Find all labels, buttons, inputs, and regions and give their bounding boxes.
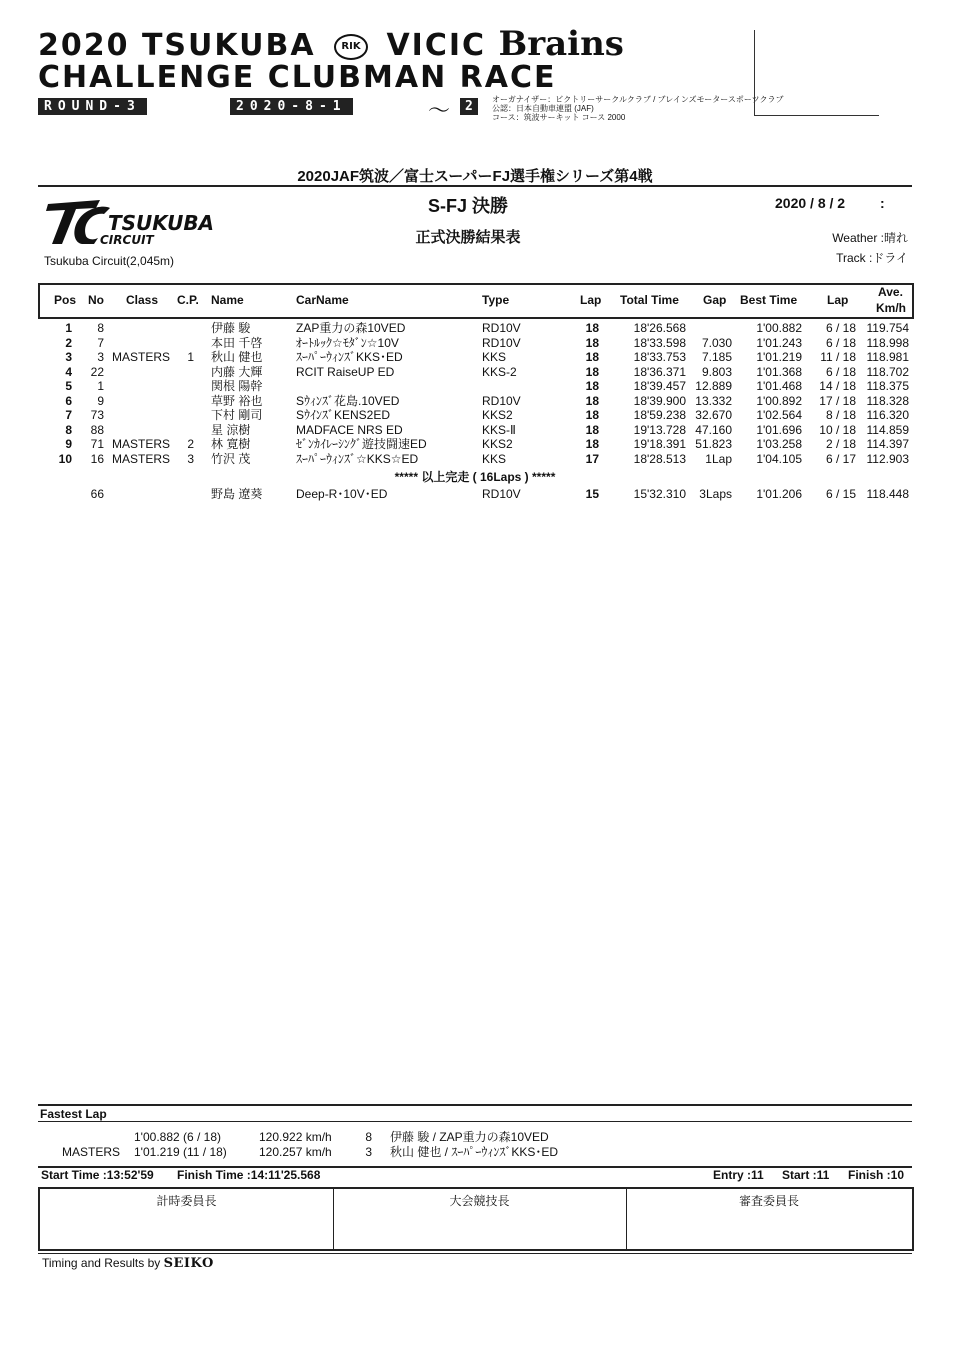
cell-total-time: 18'33.598: [633, 335, 686, 350]
cell-carname: Deep-R･10V･ED: [296, 487, 388, 501]
cell-name: 本田 千啓: [211, 335, 263, 350]
cell-ave: 118.981: [866, 350, 909, 364]
fl-no: 8: [365, 1130, 372, 1144]
cell-gap: 47.160: [695, 422, 732, 437]
cell-type: KKS: [482, 350, 507, 364]
cell-total-time: 15'32.310: [633, 487, 686, 501]
cell-name: 草野 裕也: [211, 393, 263, 408]
cell-name: 伊藤 駿: [211, 321, 251, 335]
cell-best-lap: 6 / 18: [825, 321, 856, 335]
cell-gap: 13.332: [695, 393, 732, 408]
cell-best-time: 1'01.243: [756, 335, 802, 350]
course: コース：筑波サーキット コース 2000: [492, 113, 626, 122]
cell-pos: 3: [65, 350, 72, 364]
banner-line-2: CHALLENGE CLUBMAN RACE: [38, 60, 557, 95]
cell-total-time: 18'39.900: [633, 393, 686, 408]
cell-no: 9: [97, 393, 104, 408]
cell-best-lap: 10 / 18: [819, 422, 856, 437]
cell-best-lap: 6 / 15: [825, 487, 856, 501]
cell-lap: 18: [585, 321, 599, 335]
cell-type: KKS2: [482, 408, 513, 422]
fastest-lap-rule-top: [38, 1104, 912, 1106]
cell-lap: 18: [585, 379, 599, 393]
cell-pos: 5: [65, 379, 72, 393]
cell-carname: Sｳｨﾝｽﾞ花島.10VED: [296, 393, 400, 408]
cell-ave: 118.375: [866, 379, 909, 393]
start-count: Start :11: [782, 1168, 830, 1182]
fastest-lap-rule-bottom: [38, 1166, 912, 1168]
cell-total-time: 19'18.391: [633, 437, 686, 451]
cell-type: RD10V: [482, 393, 521, 408]
cell-no: 88: [90, 422, 104, 437]
cell-pos: 8: [65, 422, 72, 437]
cell-carname: ｵｰﾄﾙｯｸ☆ﾓﾀﾞﾝ☆10V: [296, 335, 399, 350]
cell-best-lap: 8 / 18: [825, 408, 856, 422]
cell-gap: 51.823: [695, 437, 732, 451]
cell-carname: ZAP重力の森10VED: [296, 321, 406, 335]
cell-best-time: 1'03.258: [756, 437, 802, 451]
cell-type: RD10V: [482, 335, 521, 350]
col-no: No: [88, 293, 104, 307]
col-total-time: Total Time: [620, 293, 679, 307]
cell-total-time: 18'26.568: [633, 321, 686, 335]
cell-ave: 114.859: [866, 422, 909, 437]
fl-no: 3: [365, 1144, 372, 1159]
cell-ave: 112.903: [866, 451, 909, 466]
cell-lap: 18: [585, 364, 599, 379]
officials-box: [38, 1187, 914, 1251]
col-name: Name: [211, 293, 244, 307]
cell-gap: 9.803: [701, 364, 732, 379]
cell-lap: 18: [585, 437, 599, 451]
sanction: 公認：日本自動車連盟 (JAF): [492, 104, 594, 113]
cell-no: 66: [90, 487, 104, 501]
fl-time: 1'00.882 (6 / 18): [134, 1130, 222, 1144]
bottom-rule: [38, 1253, 912, 1254]
cell-no: 16: [90, 451, 104, 466]
cell-type: KKS: [482, 451, 507, 466]
cell-best-lap: 14 / 18: [819, 379, 856, 393]
finish-time: Finish Time :14:11'25.568: [177, 1168, 321, 1182]
club-badge-icon: RIK: [334, 34, 368, 60]
cell-no: 7: [97, 335, 104, 350]
cell-total-time: 18'33.753: [633, 350, 686, 364]
official-clerk-of-course: 大会競技長: [333, 1189, 627, 1249]
cell-name: 関根 陽幹: [211, 379, 263, 393]
cell-class: MASTERS: [112, 350, 171, 364]
col-type: Type: [482, 293, 510, 307]
fl-driver: 伊藤 駿 / ZAP重力の森10VED: [390, 1130, 549, 1144]
cell-pos: 6: [65, 393, 72, 408]
cell-name: 野島 遼葵: [211, 487, 263, 501]
cell-best-lap: 2 / 18: [825, 437, 856, 451]
cell-cp: 2: [187, 437, 194, 451]
cell-total-time: 18'39.457: [633, 379, 686, 393]
round-label: ROUND-3: [38, 98, 147, 115]
cell-no: 3: [97, 350, 104, 364]
seiko-logo: SEIKO: [163, 1256, 214, 1271]
cell-name: 星 涼樹: [211, 422, 251, 437]
cell-type: KKS2: [482, 437, 513, 451]
cell-carname: SｳｲﾝｽﾞKENS2ED: [296, 408, 391, 422]
cell-no: 71: [90, 437, 104, 451]
cell-best-time: 1'00.892: [756, 393, 802, 408]
banner-year-title: 2020 TSUKUBA: [38, 28, 316, 63]
cell-cp: 1: [187, 350, 194, 364]
cell-name: 秋山 健也: [211, 350, 263, 364]
cell-no: 73: [90, 408, 104, 422]
date-range-end: 2: [460, 98, 478, 115]
cell-pos: 4: [65, 364, 72, 379]
cell-pos: 2: [65, 335, 72, 350]
cell-class: MASTERS: [112, 451, 171, 466]
timing-credit: [42, 1256, 214, 1271]
header-rule: [38, 185, 912, 187]
finish-count: Finish :10: [848, 1168, 905, 1182]
cell-type: KKS-2: [482, 364, 517, 379]
cell-no: 22: [90, 364, 104, 379]
cell-carname: MADFACE NRS ED: [296, 422, 403, 437]
timing-credit-text: Timing and Results by: [42, 1256, 161, 1270]
cell-best-time: 1'01.696: [756, 422, 802, 437]
cell-gap: 1Lap: [705, 451, 732, 466]
fl-speed: 120.257 km/h: [259, 1144, 332, 1159]
cell-cp: 3: [187, 451, 194, 466]
cell-lap: 17: [585, 451, 599, 466]
cell-best-lap: 11 / 18: [820, 350, 856, 364]
cell-lap: 18: [585, 350, 599, 364]
circuit-name: Tsukuba Circuit(2,045m): [44, 254, 175, 268]
race-date: 2020 / 8 / 2: [775, 195, 846, 211]
cell-type: RD10V: [482, 321, 521, 335]
cell-name: 竹沢 茂: [211, 451, 251, 466]
cell-ave: 118.702: [866, 364, 909, 379]
cell-lap: 18: [585, 408, 599, 422]
cell-class: MASTERS: [112, 437, 171, 451]
cell-lap: 18: [585, 335, 599, 350]
cell-ave: 118.448: [866, 487, 909, 501]
cell-best-lap: 17 / 18: [819, 393, 856, 408]
col-ave-unit: Km/h: [876, 301, 906, 315]
start-time: Start Time :13:52'59: [41, 1168, 154, 1182]
fl-driver: 秋山 健也 / ｽｰﾊﾟｰｳｨﾝｽﾞKKS･ED: [390, 1144, 559, 1159]
organizer: オーガナイザー：ビクトリーサークルクラブ / ブレインズモータースポーツクラブ: [492, 95, 784, 104]
cell-name: 林 寛樹: [211, 437, 251, 451]
cell-best-time: 1'02.564: [756, 408, 802, 422]
race-subtitle: 正式決勝結果表: [415, 229, 521, 246]
stamp-box: [754, 30, 879, 116]
weather: Weather :晴れ: [832, 231, 908, 245]
cell-no: 8: [97, 321, 104, 335]
cell-total-time: 18'28.513: [633, 451, 686, 466]
cell-pos: 7: [65, 408, 72, 422]
banner-brains: Brains: [498, 24, 624, 64]
cell-gap: 12.889: [695, 379, 732, 393]
cell-best-time: 1'01.219: [756, 350, 802, 364]
date-range-tilde: 〜: [428, 98, 451, 123]
cell-best-time: 1'01.206: [756, 487, 802, 501]
cell-best-lap: 6 / 18: [825, 364, 856, 379]
col-lap: Lap: [580, 293, 602, 307]
col-class: Class: [126, 293, 159, 307]
race-time-sep: :: [880, 195, 885, 211]
logo-main-text: TSUKUBA: [108, 211, 215, 235]
logo-sub-text: CIRCUIT: [100, 233, 154, 247]
cell-gap: 32.670: [695, 408, 732, 422]
cell-best-lap: 6 / 17: [825, 451, 856, 466]
fl-time: 1'01.219 (11 / 18): [134, 1144, 227, 1159]
entry-count: Entry :11: [713, 1168, 764, 1182]
cell-total-time: 18'59.238: [633, 408, 686, 422]
cell-type: KKS-Ⅱ: [482, 422, 516, 437]
banner-sponsor: VICIC: [386, 28, 487, 63]
event-title: 2020JAF筑波／富士スーパーFJ選手権シリーズ第4戦: [297, 168, 653, 185]
col-carname: CarName: [296, 293, 349, 307]
col-best-time: Best Time: [740, 293, 798, 307]
race-title: S-FJ 決勝: [427, 196, 508, 216]
col-ave: Ave.: [878, 285, 903, 299]
track-condition: Track :ドライ: [836, 251, 908, 265]
cell-pos: 10: [58, 451, 72, 466]
cell-gap: 7.185: [701, 350, 732, 364]
cell-name: 内藤 大輝: [211, 364, 263, 379]
cell-carname: ｽｰﾊﾟｰｳｨﾝｽﾞKKS･ED: [296, 350, 403, 364]
cell-ave: 119.754: [866, 321, 909, 335]
cell-gap: 3Laps: [699, 487, 732, 501]
fl-speed: 120.922 km/h: [259, 1130, 332, 1144]
cell-carname: RCIT RaiseUP ED: [296, 364, 395, 379]
fastest-lap-label: Fastest Lap: [40, 1107, 107, 1121]
date-range-start: 2020-8-1: [230, 98, 353, 115]
cell-lap: 18: [585, 393, 599, 408]
banner-line-1: [38, 24, 624, 64]
cell-best-lap: 6 / 18: [825, 335, 856, 350]
cell-pos: 9: [65, 437, 72, 451]
cell-name: 下村 剛司: [211, 408, 263, 422]
cell-best-time: 1'01.368: [756, 364, 802, 379]
col-cp: C.P.: [177, 293, 199, 307]
cell-best-time: 1'01.468: [756, 379, 802, 393]
official-chief-timekeeper: 計時委員長: [40, 1189, 334, 1249]
fl-class: MASTERS: [61, 1144, 120, 1159]
cell-carname: ｾﾞﾝｶｲﾚｰｼﾝｸﾞ遊技闘速ED: [296, 437, 427, 451]
col-best-lap: Lap: [827, 293, 849, 307]
cell-best-time: 1'00.882: [756, 321, 802, 335]
cell-gap: 7.030: [701, 335, 732, 350]
cell-total-time: 19'13.728: [633, 422, 686, 437]
cell-type: RD10V: [482, 487, 521, 501]
cell-pos: 1: [65, 321, 72, 335]
cell-ave: 114.397: [866, 437, 909, 451]
col-pos: Pos: [54, 293, 77, 307]
completion-note: ***** 以上完走 ( 16Laps ) *****: [394, 470, 556, 484]
cell-ave: 118.998: [866, 335, 909, 350]
col-gap: Gap: [703, 293, 727, 307]
cell-ave: 116.320: [866, 408, 909, 422]
fastest-lap-rule-mid: [38, 1121, 912, 1122]
cell-lap: 15: [585, 487, 599, 501]
cell-best-time: 1'04.105: [756, 451, 802, 466]
cell-no: 1: [97, 379, 104, 393]
cell-lap: 18: [585, 422, 599, 437]
official-chief-steward: 審査委員長: [738, 1194, 799, 1208]
cell-total-time: 18'36.371: [633, 364, 686, 379]
cell-carname: ｽｰﾊﾟｰｳｨﾝｽﾞ☆KKS☆ED: [296, 451, 419, 466]
cell-ave: 118.328: [866, 393, 909, 408]
